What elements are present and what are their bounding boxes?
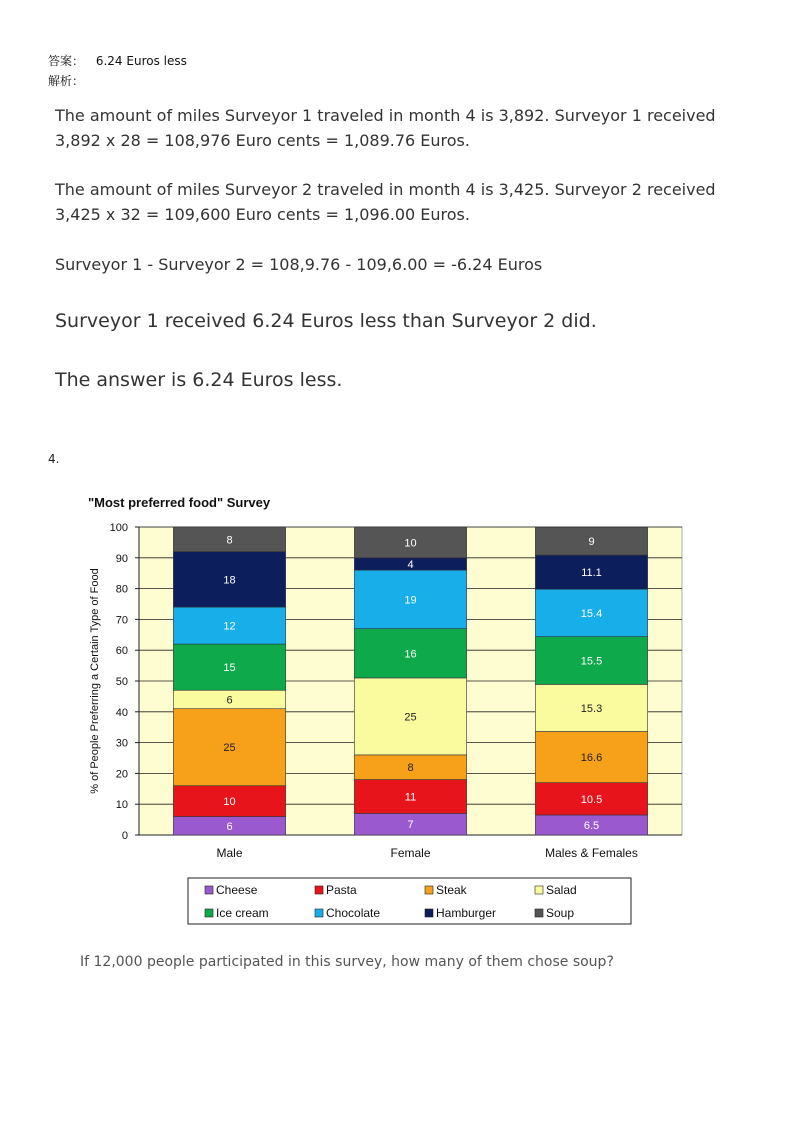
data-label: 19 <box>404 594 417 607</box>
y-tick-label: 60 <box>115 645 128 658</box>
legend-swatch <box>535 886 543 894</box>
data-label: 10.5 <box>580 793 603 806</box>
data-label: 10 <box>223 796 236 809</box>
y-tick-label: 90 <box>115 552 128 565</box>
answer-label: 答案： <box>48 54 85 68</box>
legend-swatch <box>425 886 433 894</box>
explanation-line: The amount of miles Surveyor 2 traveled in month 4 is 3,425. Surveyor 2 received <box>55 180 716 199</box>
question-text: If 12,000 people participated in this survey, how many of them chose soup? <box>80 954 614 970</box>
explanation-line: 3,892 x 28 = 108,976 Euro cents = 1,089.76 Euros. <box>55 131 470 150</box>
legend-label: Hamburger <box>436 906 497 920</box>
chart-title: "Most preferred food" Survey <box>88 495 271 510</box>
legend-swatch <box>205 886 213 894</box>
data-label: 25 <box>404 711 417 724</box>
explanation-line: Surveyor 1 - Surveyor 2 = 108,9.76 - 109,6.00 = -6.24 Euros <box>55 255 543 274</box>
data-label: 8 <box>407 762 414 775</box>
y-tick-label: 70 <box>115 614 128 627</box>
legend-label: Steak <box>436 883 467 897</box>
legend-swatch <box>425 909 433 917</box>
answer-line <box>48 52 187 69</box>
legend-label: Ice cream <box>216 906 269 920</box>
answer-value: 6.24 Euros less <box>95 54 187 68</box>
x-tick-label: Males & Females <box>545 846 638 860</box>
data-label: 15.4 <box>580 607 603 620</box>
explanation-line: 3,425 x 32 = 109,600 Euro cents = 1,096.00 Euros. <box>55 205 470 224</box>
legend-swatch <box>205 909 213 917</box>
data-label: 6.5 <box>583 819 600 832</box>
data-label: 9 <box>588 536 595 549</box>
y-tick-label: 40 <box>115 706 128 719</box>
y-tick-label: 10 <box>115 799 128 812</box>
data-label: 25 <box>223 742 236 755</box>
data-label: 15.5 <box>580 655 603 668</box>
explanation-answer: The answer is 6.24 Euros less. <box>55 369 343 391</box>
data-label: 8 <box>226 534 233 547</box>
data-label: 16 <box>404 648 417 661</box>
data-label: 12 <box>223 620 236 633</box>
y-tick-label: 0 <box>121 830 128 842</box>
data-label: 15 <box>223 662 236 675</box>
y-tick-label: 20 <box>115 768 128 781</box>
y-tick-label: 100 <box>109 522 128 534</box>
data-label: 16.6 <box>580 752 603 765</box>
legend-label: Chocolate <box>326 906 381 920</box>
y-tick-label: 50 <box>115 676 128 688</box>
analysis-label: 解析： <box>48 74 85 88</box>
y-tick-label: 80 <box>115 583 128 596</box>
legend-swatch <box>535 909 543 917</box>
data-label: 4 <box>407 558 414 571</box>
question-number: 4. <box>48 452 60 466</box>
legend-label: Salad <box>546 883 577 897</box>
x-tick-label: Male <box>216 846 243 860</box>
explanation-line: The amount of miles Surveyor 1 traveled in month 4 is 3,892. Surveyor 1 received <box>55 106 716 125</box>
data-label: 18 <box>223 574 236 587</box>
data-label: 6 <box>226 694 233 707</box>
data-label: 7 <box>407 819 414 832</box>
legend-swatch <box>315 909 323 917</box>
legend-swatch <box>315 886 323 894</box>
data-label: 15.3 <box>580 702 603 715</box>
data-label: 11 <box>404 791 417 804</box>
data-label: 11.1 <box>581 567 602 580</box>
data-label: 10 <box>404 537 417 550</box>
legend-label: Soup <box>546 906 575 920</box>
y-tick-label: 30 <box>115 737 128 750</box>
legend-label: Cheese <box>216 883 258 897</box>
data-label: 6 <box>226 820 233 833</box>
y-axis-label: % of People Preferring a Certain Type of Food <box>89 568 101 794</box>
x-tick-label: Female <box>390 846 431 860</box>
stacked-bar-chart <box>84 490 694 930</box>
explanation-conclusion: Surveyor 1 received 6.24 Euros less than Surveyor 2 did. <box>55 310 597 332</box>
legend-label: Pasta <box>326 883 357 897</box>
